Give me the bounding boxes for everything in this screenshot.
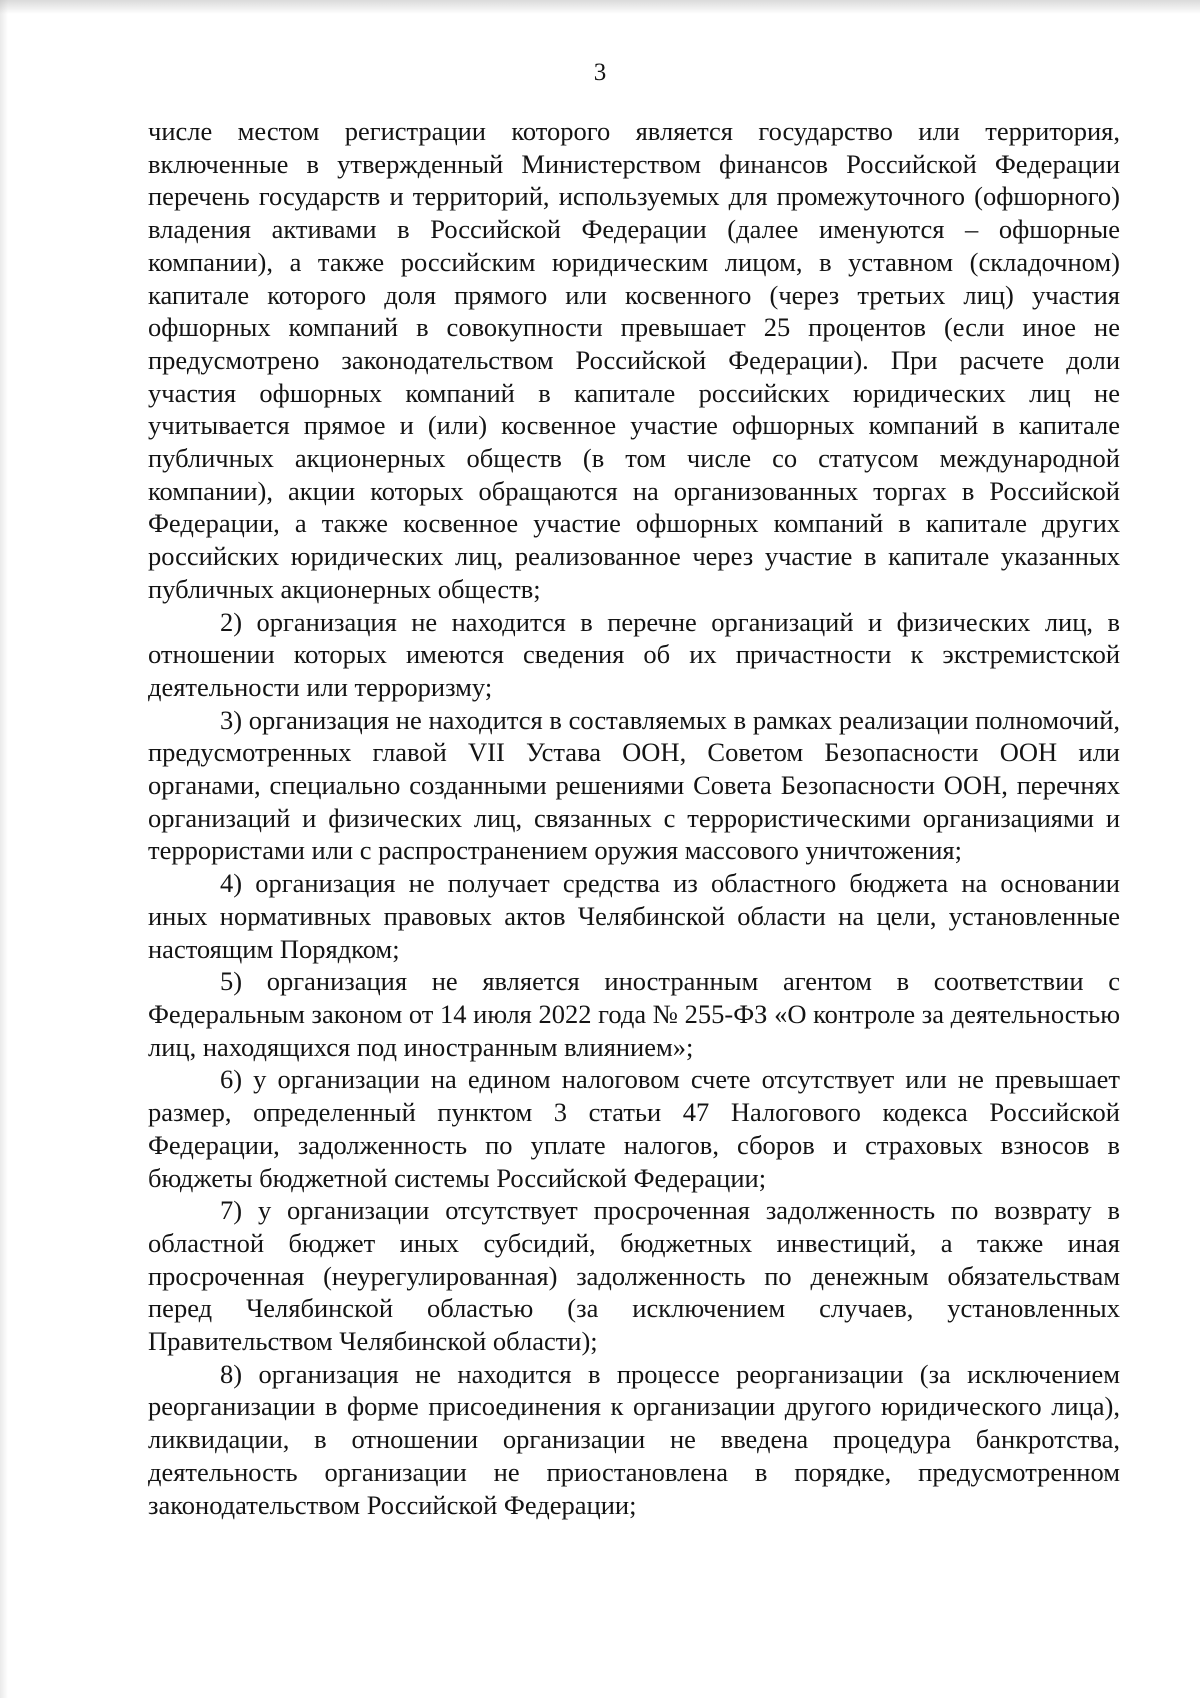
- paragraph-item-8: 8) организация не находится в процессе реорганизации (за исключением реорганизации в форме присоединения к организации другого юридического лица), ликвидации, в отношении организации не введена процедура банкротства, деятельность организации не приостановлена в порядке, предусмотренном законодательством Российской Федерации;: [148, 1358, 1120, 1520]
- scan-shadow-top: [0, 0, 1200, 14]
- document-body: [148, 115, 1120, 1521]
- scan-shadow-left: [0, 0, 8, 1698]
- paragraph-item-4: 4) организация не получает средства из областного бюджета на основании иных нормативных правовых актов Челябинской области на цели, установленные настоящим Порядком;: [148, 868, 1120, 964]
- paragraph-continuation: числе местом регистрации которого является государство или территория, включенные в утвержденный Министерством финансов Российской Федерации перечень государств и территорий, используемых для промежуточного (офшорного) владения активами в Российской Федерации (далее именуются – офшорные компании), а также российским юридическим лицом, в уставном (складочном) капитале которого доля прямого или косвенного (через третьих лиц) участия офшорных компаний в совокупности превышает 25 процентов (если иное не предусмотрено законодательством Российской Федерации). При расчете доли участия офшорных компаний в капитале российских юридических лиц не учитывается прямое и (или) косвенное участие офшорных компаний в капитале публичных акционерных обществ (в том числе со статусом международной компании), акции которых обращаются на организованных торгах в Российской Федерации, а также косвенное участие офшорных компаний в капитале других российских юридических лиц, реализованное через участие в капитале указанных публичных акционерных обществ;: [148, 116, 1120, 604]
- paragraph-item-7: 7) у организации отсутствует просроченная задолженность по возврату в областной бюджет иных субсидий, бюджетных инвестиций, а также иная просроченная (неурегулированная) задолженность по денежным обязательствам перед Челябинской областью (за исключением случаев, установленных Правительством Челябинской области);: [148, 1195, 1120, 1357]
- page-number: 3: [593, 59, 607, 86]
- paragraph-item-2: 2) организация не находится в перечне организаций и физических лиц, в отношении которых имеются сведения об их причастности к экстремистской деятельности или терроризму;: [148, 606, 1120, 702]
- paragraph-item-5: 5) организация не является иностранным агентом в соответствии с Федеральным законом от 14 июля 2022 года № 255-ФЗ «О контроле за деятельностью лиц, находящихся под иностранным влиянием»;: [148, 966, 1120, 1062]
- paragraph-item-6: 6) у организации на едином налоговом счете отсутствует или не превышает размер, определенный пунктом 3 статьи 47 Налогового кодекса Российской Федерации, задолженность по уплате налогов, сборов и страховых взносов в бюджеты бюджетной системы Российской Федерации;: [148, 1064, 1120, 1193]
- paragraph-item-3: 3) организация не находится в составляемых в рамках реализации полномочий, предусмотренных главой VII Устава ООН, Советом Безопасности ООН или органами, специально созданными решениями Совета Безопасности ООН, перечнях организаций и физических лиц, связанных с террористическими организациями и террористами или с распространением оружия массового уничтожения;: [148, 704, 1120, 866]
